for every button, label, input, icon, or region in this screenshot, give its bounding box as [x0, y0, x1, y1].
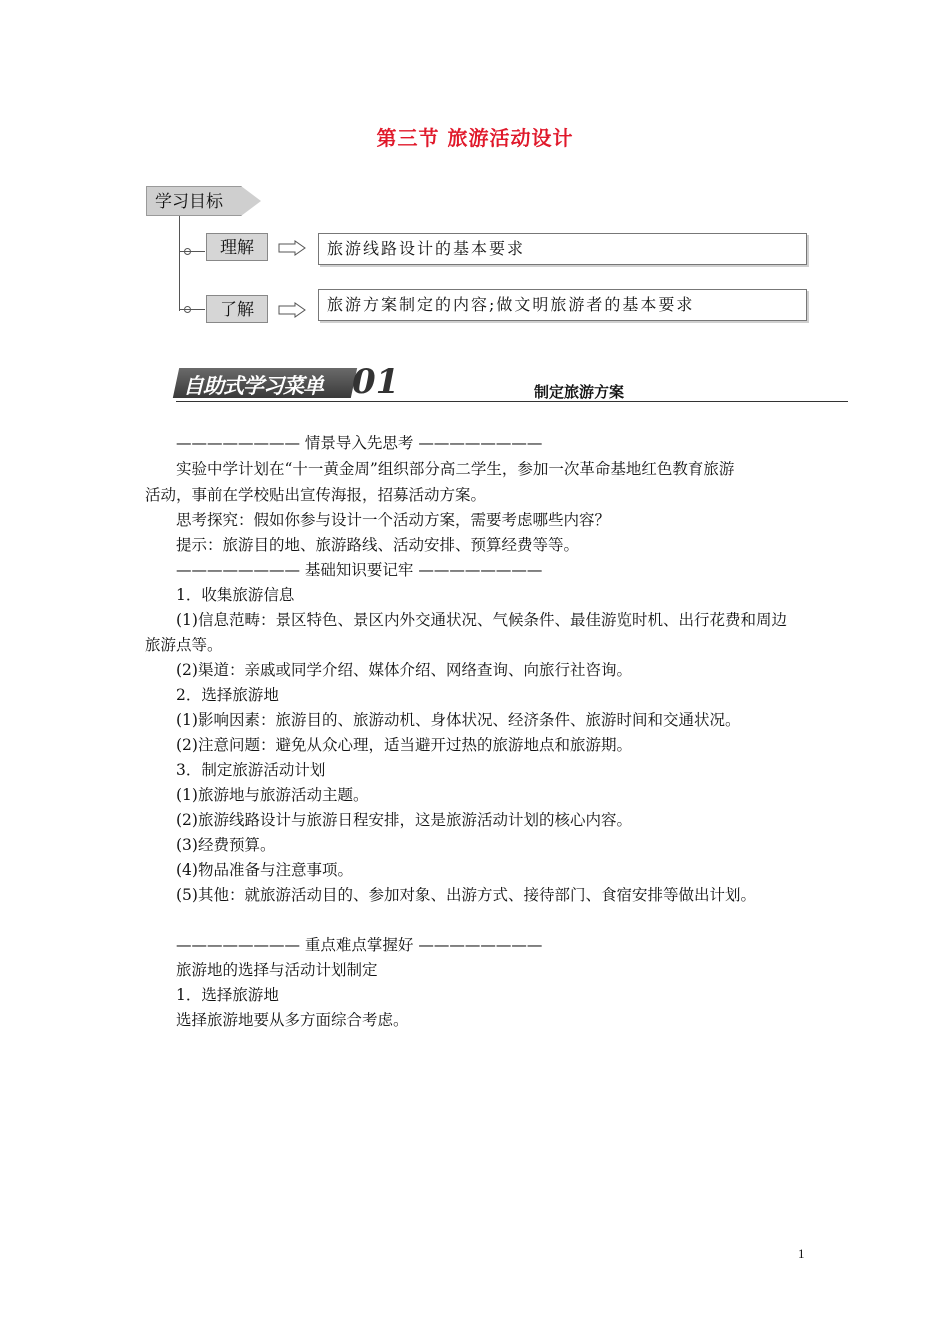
- paragraph-line: (2)注意问题：避免从众心理，适当避开过热的旅游地点和旅游期。: [176, 736, 632, 754]
- branch-line: [179, 216, 180, 311]
- paragraph-line: 1．收集旅游信息: [176, 586, 295, 604]
- paragraph-line: 活动，事前在学校贴出宣传海报，招募活动方案。: [145, 486, 487, 504]
- heading-key-points: ———————— 重点难点掌握好 ————————: [176, 936, 543, 954]
- paragraph-line: 3．制定旅游活动计划: [176, 761, 326, 779]
- goal-level-know: 了解: [206, 295, 268, 323]
- goal-text-understand: 旅游线路设计的基本要求: [318, 233, 807, 265]
- goal-text-know: 旅游方案制定的内容;做文明旅游者的基本要求: [318, 289, 807, 321]
- branch-connector: [179, 251, 205, 252]
- paragraph-line: (5)其他：就旅游活动目的、参加对象、出游方式、接待部门、食宿安排等做出计划。: [176, 886, 756, 904]
- paragraph-line: (2)渠道：亲戚或同学介绍、媒体介绍、网络查询、向旅行社咨询。: [176, 661, 632, 679]
- heading-scenario: ———————— 情景导入先思考 ————————: [176, 434, 543, 452]
- arrow-right-icon: [278, 240, 306, 256]
- arrow-right-icon: [278, 302, 306, 318]
- paragraph-line: (2)旅游线路设计与旅游日程安排，这是旅游活动计划的核心内容。: [176, 811, 632, 829]
- paragraph-line: (3)经费预算。: [176, 836, 276, 854]
- paragraph-line: (1)信息范畴：景区特色、景区内外交通状况、气候条件、最佳游览时机、出行花费和周边: [176, 611, 787, 629]
- paragraph-line: (1)旅游地与旅游活动主题。: [176, 786, 369, 804]
- section-title: 制定旅游方案: [534, 383, 625, 401]
- learning-goals-tag: 学习目标: [146, 186, 242, 216]
- paragraph-line: (4)物品准备与注意事项。: [176, 861, 353, 879]
- paragraph-line: 2．选择旅游地: [176, 686, 279, 704]
- paragraph-line: 1．选择旅游地: [176, 986, 279, 1004]
- heading-basics: ———————— 基础知识要记牢 ————————: [176, 561, 543, 579]
- section-number: 01: [352, 362, 400, 402]
- goal-level-understand: 理解: [206, 233, 268, 261]
- paragraph-line: 思考探究：假如你参与设计一个活动方案，需要考虑哪些内容？: [176, 511, 611, 529]
- paragraph-line: 提示：旅游目的地、旅游路线、活动安排、预算经费等等。: [176, 536, 580, 554]
- page-number: 1: [798, 1246, 805, 1261]
- goal-tag-arrow-icon: [241, 186, 261, 216]
- branch-connector: [179, 309, 205, 310]
- paragraph-line: 选择旅游地要从多方面综合考虑。: [176, 1011, 409, 1029]
- paragraph-line: (1)影响因素：旅游目的、旅游动机、身体状况、经济条件、旅游时间和交通状况。: [176, 711, 741, 729]
- page-title: 第三节 旅游活动设计: [376, 126, 574, 150]
- section-divider: [176, 401, 848, 402]
- paragraph-line: 实验中学计划在“十一黄金周”组织部分高二学生，参加一次革命基地红色教育旅游: [176, 460, 735, 478]
- section-banner-label: 自助式学习菜单: [183, 374, 323, 398]
- paragraph-line: 旅游点等。: [145, 636, 223, 654]
- paragraph-line: 旅游地的选择与活动计划制定: [176, 961, 378, 979]
